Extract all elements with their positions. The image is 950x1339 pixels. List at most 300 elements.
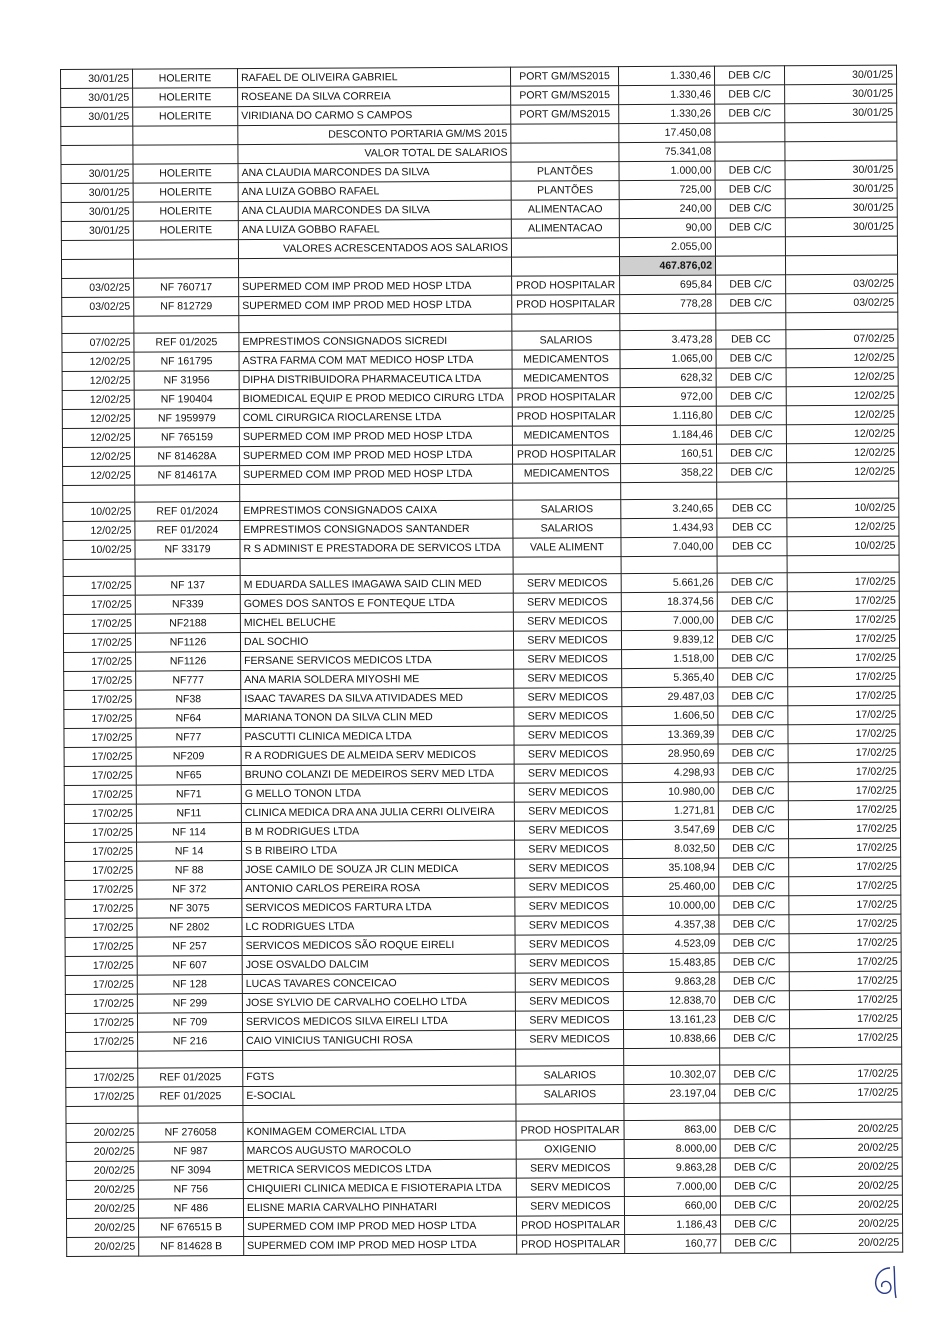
blank-cell <box>243 1049 516 1067</box>
entry-amount: 8.032,50 <box>623 839 719 859</box>
entry-payment-type: DEB C/C <box>715 85 785 104</box>
entry-category: SALARIOS <box>512 331 620 351</box>
entry-payee: JOSE OSVALDO DALCIM <box>242 954 515 974</box>
blank-cell <box>787 555 899 573</box>
entry-payment-type: DEB C/C <box>720 1139 790 1158</box>
entry-date: 30/01/25 <box>61 202 133 221</box>
entry-amount: 7.040,00 <box>621 537 717 557</box>
entry-amount: 4.357,38 <box>623 915 719 935</box>
summary-spacer-date <box>61 126 133 145</box>
entry-amount: 5.661,26 <box>621 573 717 593</box>
entry-payee: ANA LUIZA GOBBO RAFAEL <box>238 219 511 239</box>
entry-amount: 695,84 <box>620 275 716 295</box>
summary-spacer-type <box>715 237 785 256</box>
entry-amount: 18.374,56 <box>621 592 717 612</box>
blank-cell <box>135 485 240 503</box>
entry-amount: 10.000,00 <box>623 896 719 916</box>
entry-category: SERV MEDICOS <box>516 1159 624 1179</box>
ledger-sheet <box>60 65 902 1257</box>
entry-payment-type: DEB C/C <box>716 444 786 463</box>
entry-payment-date: 17/02/25 <box>788 686 900 706</box>
entry-document: NF 33179 <box>135 540 240 560</box>
entry-category: SERV MEDICOS <box>514 688 622 708</box>
entry-payment-type: DEB C/C <box>716 425 786 444</box>
entry-category: SERV MEDICOS <box>516 1197 624 1217</box>
entry-payment-date: 10/02/25 <box>787 536 899 556</box>
entry-category: MEDICAMENTOS <box>512 426 620 446</box>
entry-date: 17/02/25 <box>64 785 136 804</box>
entry-document: NF2188 <box>135 614 240 634</box>
entry-date: 17/02/25 <box>63 614 135 633</box>
entry-amount: 15.483,85 <box>623 953 719 973</box>
entry-document: NF 709 <box>137 1013 242 1033</box>
entry-date: 12/02/25 <box>63 521 135 540</box>
entry-payment-date: 17/02/25 <box>789 876 901 896</box>
entry-amount: 1.184,46 <box>620 425 716 445</box>
entry-date: 17/02/25 <box>65 918 137 937</box>
entry-category: SERV MEDICOS <box>515 859 623 879</box>
blank-cell <box>240 483 513 501</box>
entry-date: 12/02/25 <box>62 371 134 390</box>
entry-payment-type: DEB C/C <box>717 463 787 482</box>
entry-payment-type: DEB C/C <box>716 275 786 294</box>
entry-date: 17/02/25 <box>64 652 136 671</box>
entry-payee: RAFAEL DE OLIVEIRA GABRIEL <box>238 67 511 87</box>
entry-amount: 1.065,00 <box>620 349 716 369</box>
entry-payment-date: 17/02/25 <box>790 1028 902 1048</box>
entry-payment-date: 17/02/25 <box>788 781 900 801</box>
entry-date: 17/02/25 <box>64 690 136 709</box>
entry-date: 17/02/25 <box>65 899 137 918</box>
blank-cell <box>66 1106 138 1123</box>
entry-amount: 240,00 <box>619 199 715 219</box>
entry-document: NF 814617A <box>135 466 240 486</box>
entry-document: NF 276058 <box>138 1123 243 1143</box>
entry-payment-date: 17/02/25 <box>788 724 900 744</box>
entry-document: NF 257 <box>137 937 242 957</box>
summary-spacer-date <box>61 240 133 259</box>
entry-category: SERV MEDICOS <box>513 593 621 613</box>
entry-payee: SERVICOS MEDICOS SILVA EIRELI LTDA <box>242 1011 515 1031</box>
entry-payment-date: 12/02/25 <box>786 443 898 463</box>
entry-date: 30/01/25 <box>61 221 133 240</box>
entry-document: NF77 <box>136 728 241 748</box>
handwritten-initial-mark <box>868 1262 908 1300</box>
summary-amount: 2.055,00 <box>619 237 715 257</box>
entry-amount: 1.330,46 <box>619 85 715 105</box>
entry-payment-type: DEB C/C <box>719 877 789 896</box>
entry-payee: LUCAS TAVARES CONCEICAO <box>242 973 515 993</box>
entry-category: SERV MEDICOS <box>514 669 622 689</box>
summary-spacer-pay <box>785 141 897 161</box>
grand-total-amount: 467.876,02 <box>619 256 715 276</box>
entry-payment-date: 17/02/25 <box>788 819 900 839</box>
entry-payee: SUPERMED COM IMP PROD MED HOSP LTDA <box>244 1235 517 1255</box>
entry-date: 07/02/25 <box>62 333 134 352</box>
entry-payment-date: 17/02/25 <box>789 933 901 953</box>
summary-spacer-pay <box>785 122 897 142</box>
entry-document: NF 114 <box>136 823 241 843</box>
entry-date: 12/02/25 <box>62 390 134 409</box>
entry-amount: 13.369,39 <box>622 725 718 745</box>
entry-payment-type: DEB C/C <box>715 199 785 218</box>
entry-date: 20/02/25 <box>66 1180 138 1199</box>
entry-payment-type: DEB CC <box>717 537 787 556</box>
entry-amount: 3.473,28 <box>620 330 716 350</box>
entry-category: SERV MEDICOS <box>515 954 623 974</box>
total-spacer-pay <box>785 255 897 275</box>
entry-category: SERV MEDICOS <box>516 1030 624 1050</box>
entry-payment-date: 17/02/25 <box>789 857 901 877</box>
entry-payment-date: 03/02/25 <box>786 293 898 313</box>
entry-payee: MARIANA TONON DA SILVA CLIN MED <box>241 707 514 727</box>
blank-cell <box>513 557 621 575</box>
entry-document: NF 137 <box>135 576 240 596</box>
summary-spacer-date <box>61 145 133 164</box>
entry-document: NF 814628A <box>134 447 239 467</box>
entry-document: NF65 <box>136 766 241 786</box>
entry-payee: EMPRESTIMOS CONSIGNADOS SANTANDER <box>240 519 513 539</box>
total-spacer-date <box>61 259 133 278</box>
blank-cell <box>63 559 135 576</box>
entry-category: ALIMENTACAO <box>511 200 619 220</box>
summary-spacer-cat <box>511 124 619 144</box>
entry-date: 17/02/25 <box>64 823 136 842</box>
entry-document: NF 760717 <box>134 278 239 298</box>
entry-category: PROD HOSPITALAR <box>512 295 620 315</box>
entry-date: 20/02/25 <box>67 1218 139 1237</box>
total-spacer-cat <box>511 257 619 277</box>
blank-cell <box>620 313 716 331</box>
entry-amount: 12.838,70 <box>623 991 719 1011</box>
entry-category: PORT GM/MS2015 <box>511 86 619 106</box>
entry-payment-date: 17/02/25 <box>790 1064 902 1084</box>
entry-payee: ANA MARIA SOLDERA MIYOSHI ME <box>241 669 514 689</box>
entry-amount: 660,00 <box>624 1196 720 1216</box>
entry-document: HOLERITE <box>133 221 238 241</box>
entry-payment-date: 17/02/25 <box>789 971 901 991</box>
blank-cell <box>787 481 899 499</box>
entry-payment-date: 17/02/25 <box>789 952 901 972</box>
entry-payee: CLINICA MEDICA DRA ANA JULIA CERRI OLIVEIRA <box>241 802 514 822</box>
entry-category: SALARIOS <box>516 1066 624 1086</box>
entry-payment-date: 10/02/25 <box>787 498 899 518</box>
entry-category: SERV MEDICOS <box>514 707 622 727</box>
entry-payee: JOSE SYLVIO DE CARVALHO COELHO LTDA <box>242 992 515 1012</box>
entry-payment-date: 12/02/25 <box>786 424 898 444</box>
entry-document: REF 01/2025 <box>138 1087 243 1107</box>
entry-document: NF 372 <box>137 880 242 900</box>
entry-date: 17/02/25 <box>64 804 136 823</box>
entry-date: 20/02/25 <box>66 1142 138 1161</box>
entry-payment-date: 17/02/25 <box>788 705 900 725</box>
entry-payment-type: DEB C/C <box>716 387 786 406</box>
entry-category: SERV MEDICOS <box>515 878 623 898</box>
entry-document: NF 128 <box>137 975 242 995</box>
entry-category: SERV MEDICOS <box>515 840 623 860</box>
entry-payment-date: 12/02/25 <box>786 367 898 387</box>
entry-payee: SUPERMED COM IMP PROD MED HOSP LTDA <box>239 426 512 446</box>
entry-document: NF64 <box>136 709 241 729</box>
blank-cell <box>62 316 134 333</box>
entry-payee: ANTONIO CARLOS PEREIRA ROSA <box>242 878 515 898</box>
blank-cell <box>717 482 787 499</box>
summary-label: VALORES ACRESCENTADOS AOS SALARIOS <box>238 238 511 258</box>
entry-amount: 1.434,93 <box>621 518 717 538</box>
entry-payee: KONIMAGEM COMERCIAL LTDA <box>243 1121 516 1141</box>
entry-date: 12/02/25 <box>62 428 134 447</box>
entry-category: PLANTÕES <box>511 181 619 201</box>
summary-spacer-cat <box>511 238 619 258</box>
blank-cell <box>134 316 239 334</box>
blank-cell <box>621 556 717 574</box>
entry-payment-date: 20/02/25 <box>790 1195 902 1215</box>
entry-payment-type: DEB C/C <box>719 896 789 915</box>
entry-payee: BRUNO COLANZI DE MEDEIROS SERV MED LTDA <box>241 764 514 784</box>
entry-payment-date: 12/02/25 <box>786 405 898 425</box>
entry-date: 17/02/25 <box>63 576 135 595</box>
entry-category: OXIGENIO <box>516 1140 624 1160</box>
entry-category: PROD HOSPITALAR <box>512 445 620 465</box>
entry-date: 03/02/25 <box>62 297 134 316</box>
entry-date: 17/02/25 <box>65 880 137 899</box>
entry-document: HOLERITE <box>133 202 238 222</box>
entry-category: SALARIOS <box>513 500 621 520</box>
summary-spacer-doc <box>133 126 238 146</box>
entry-payment-date: 20/02/25 <box>791 1233 903 1253</box>
entry-document: NF 765159 <box>134 428 239 448</box>
entry-category: PORT GM/MS2015 <box>510 67 618 87</box>
blank-cell <box>138 1106 243 1124</box>
entry-category: SERV MEDICOS <box>515 916 623 936</box>
entry-category: PROD HOSPITALAR <box>517 1235 625 1255</box>
entry-payment-date: 17/02/25 <box>789 914 901 934</box>
entry-payment-date: 20/02/25 <box>791 1214 903 1234</box>
entry-document: NF 987 <box>138 1142 243 1162</box>
entry-payment-date: 17/02/25 <box>788 800 900 820</box>
entry-payment-date: 30/01/25 <box>785 198 897 218</box>
entry-document: NF 216 <box>138 1032 243 1052</box>
entry-date: 17/02/25 <box>66 1032 138 1051</box>
summary-amount: 17.450,08 <box>619 123 715 143</box>
entry-payment-date: 17/02/25 <box>787 591 899 611</box>
entry-category: SERV MEDICOS <box>514 783 622 803</box>
entry-payee: R A RODRIGUES DE ALMEIDA SERV MEDICOS <box>241 745 514 765</box>
entry-date: 12/02/25 <box>62 409 134 428</box>
entry-payment-date: 17/02/25 <box>789 1009 901 1029</box>
entry-amount: 90,00 <box>619 218 715 238</box>
entry-payment-type: DEB C/C <box>720 1120 790 1139</box>
entry-category: SERV MEDICOS <box>513 631 621 651</box>
entry-payee: SUPERMED COM IMP PROD MED HOSP LTDA <box>239 445 512 465</box>
entry-date: 30/01/25 <box>61 69 133 88</box>
entry-category: MEDICAMENTOS <box>513 464 621 484</box>
entry-payee: MICHEL BELUCHE <box>240 612 513 632</box>
entry-document: NF 486 <box>138 1199 243 1219</box>
blank-cell <box>243 1104 516 1122</box>
entry-payment-type: DEB C/C <box>718 687 788 706</box>
entry-date: 17/02/25 <box>63 633 135 652</box>
entry-payment-date: 17/02/25 <box>789 895 901 915</box>
entry-document: NF38 <box>136 690 241 710</box>
total-spacer-doc <box>133 259 238 279</box>
entry-amount: 863,00 <box>624 1120 720 1140</box>
entry-date: 20/02/25 <box>66 1123 138 1142</box>
entry-category: MEDICAMENTOS <box>512 350 620 370</box>
entry-date: 30/01/25 <box>61 107 133 126</box>
entry-payment-type: DEB C/C <box>716 294 786 313</box>
blank-cell <box>138 1051 243 1069</box>
summary-spacer-pay <box>785 236 897 256</box>
entry-amount: 35.108,94 <box>623 858 719 878</box>
entry-payment-type: DEB C/C <box>719 934 789 953</box>
entry-document: NF 14 <box>137 842 242 862</box>
entry-payee: SERVICOS MEDICOS FARTURA LTDA <box>242 897 515 917</box>
summary-spacer-type <box>715 123 785 142</box>
entry-document: NF71 <box>136 785 241 805</box>
entry-document: HOLERITE <box>133 183 238 203</box>
entry-payment-date: 03/02/25 <box>786 274 898 294</box>
entry-amount: 628,32 <box>620 368 716 388</box>
entry-payee: SERVICOS MEDICOS SÃO ROQUE EIRELI <box>242 935 515 955</box>
entry-payment-type: DEB C/C <box>716 406 786 425</box>
entry-payment-type: DEB C/C <box>718 744 788 763</box>
entry-date: 30/01/25 <box>61 164 133 183</box>
entry-date: 17/02/25 <box>66 1087 138 1106</box>
summary-amount: 75.341,08 <box>619 142 715 162</box>
entry-document: NF 756 <box>138 1180 243 1200</box>
entry-payment-type: DEB C/C <box>720 1177 790 1196</box>
entry-amount: 3.547,69 <box>622 820 718 840</box>
entry-date: 12/02/25 <box>62 447 134 466</box>
entry-category: SERV MEDICOS <box>514 802 622 822</box>
summary-label: DESCONTO PORTARIA GM/MS 2015 <box>238 124 511 144</box>
entry-document: NF 814628 B <box>139 1237 244 1257</box>
entry-payment-type: DEB C/C <box>718 649 788 668</box>
entry-document: NF1126 <box>135 633 240 653</box>
entry-document: NF 676515 B <box>139 1218 244 1238</box>
entry-payment-date: 17/02/25 <box>787 629 899 649</box>
blank-cell <box>240 557 513 575</box>
entry-payee: B M RODRIGUES LTDA <box>241 821 514 841</box>
entry-document: NF 3094 <box>138 1161 243 1181</box>
entry-date: 03/02/25 <box>62 278 134 297</box>
entry-payment-type: DEB C/C <box>718 782 788 801</box>
entry-document: NF 3075 <box>137 899 242 919</box>
entry-payee: R S ADMINIST E PRESTADORA DE SERVICOS LTDA <box>240 538 513 558</box>
entry-date: 20/02/25 <box>67 1237 139 1256</box>
entry-category: SERV MEDICOS <box>515 897 623 917</box>
entry-category: SERV MEDICOS <box>515 992 623 1012</box>
entry-document: NF339 <box>135 595 240 615</box>
entry-payment-type: DEB C/C <box>717 611 787 630</box>
blank-cell <box>716 313 786 330</box>
entry-category: SERV MEDICOS <box>513 574 621 594</box>
entry-category: VALE ALIMENT <box>513 538 621 558</box>
entry-payment-date: 30/01/25 <box>785 84 897 104</box>
entry-date: 17/02/25 <box>65 861 137 880</box>
entry-payment-type: DEB C/C <box>715 104 785 123</box>
entry-payee: PASCUTTI CLINICA MEDICA LTDA <box>241 726 514 746</box>
entry-document: REF 01/2025 <box>138 1068 243 1088</box>
entry-payment-date: 12/02/25 <box>786 386 898 406</box>
blank-cell <box>790 1047 902 1065</box>
entry-category: SERV MEDICOS <box>514 726 622 746</box>
entry-payment-type: DEB C/C <box>719 953 789 972</box>
entry-amount: 1.000,00 <box>619 161 715 181</box>
entry-payment-date: 20/02/25 <box>790 1157 902 1177</box>
entry-payee: ANA CLAUDIA MARCONDES DA SILVA <box>238 200 511 220</box>
entry-payment-type: DEB C/C <box>721 1234 791 1253</box>
entry-payee: ANA CLAUDIA MARCONDES DA SILVA <box>238 162 511 182</box>
entry-date: 17/02/25 <box>64 766 136 785</box>
entry-category: SERV MEDICOS <box>514 821 622 841</box>
entry-payee: SUPERMED COM IMP PROD MED HOSP LTDA <box>240 464 513 484</box>
entry-amount: 10.302,07 <box>624 1065 720 1085</box>
entry-amount: 10.980,00 <box>622 782 718 802</box>
entry-document: NF 607 <box>137 956 242 976</box>
entry-payment-type: DEB C/C <box>715 218 785 237</box>
entry-date: 20/02/25 <box>66 1199 138 1218</box>
entry-payee: ROSEANE DA SILVA CORREIA <box>238 86 511 106</box>
entry-category: PROD HOSPITALAR <box>517 1216 625 1236</box>
entry-payee: ANA LUIZA GOBBO RAFAEL <box>238 181 511 201</box>
entry-document: HOLERITE <box>133 69 238 89</box>
entry-amount: 1.271,81 <box>622 801 718 821</box>
entry-payment-type: DEB C/C <box>718 801 788 820</box>
entry-category: SERV MEDICOS <box>515 1011 623 1031</box>
entry-document: HOLERITE <box>133 107 238 127</box>
summary-spacer-cat <box>511 143 619 163</box>
entry-payment-date: 17/02/25 <box>789 838 901 858</box>
entry-payment-date: 12/02/25 <box>786 348 898 368</box>
entry-payment-date: 17/02/25 <box>788 667 900 687</box>
entry-amount: 358,22 <box>621 463 717 483</box>
entry-payee: FERSANE SERVICOS MEDICOS LTDA <box>241 650 514 670</box>
entry-payment-date: 17/02/25 <box>788 762 900 782</box>
entry-category: SERV MEDICOS <box>514 650 622 670</box>
entry-payment-type: DEB C/C <box>719 972 789 991</box>
entry-payment-type: DEB C/C <box>717 630 787 649</box>
entry-payment-date: 30/01/25 <box>785 179 897 199</box>
entry-payment-type: DEB C/C <box>718 820 788 839</box>
blank-cell <box>621 482 717 500</box>
entry-payment-type: DEB C/C <box>719 1010 789 1029</box>
entry-amount: 8.000,00 <box>624 1139 720 1159</box>
entry-date: 17/02/25 <box>65 975 137 994</box>
entry-amount: 9.839,12 <box>621 630 717 650</box>
entry-date: 17/02/25 <box>65 994 137 1013</box>
entry-date: 10/02/25 <box>63 540 135 559</box>
blank-cell <box>786 312 898 330</box>
entry-document: NF 190404 <box>134 390 239 410</box>
entry-payment-date: 17/02/25 <box>788 648 900 668</box>
entry-payee: G MELLO TONON LTDA <box>241 783 514 803</box>
entry-document: REF 01/2025 <box>134 333 239 353</box>
entry-amount: 1.186,43 <box>625 1215 721 1235</box>
entry-payee: SUPERMED COM IMP PROD MED HOSP LTDA <box>244 1216 517 1236</box>
entry-amount: 23.197,04 <box>624 1084 720 1104</box>
entry-document: NF 161795 <box>134 352 239 372</box>
entry-payee: SUPERMED COM IMP PROD MED HOSP LTDA <box>239 295 512 315</box>
ledger-body <box>61 65 903 1256</box>
entry-amount: 972,00 <box>620 387 716 407</box>
entry-document: NF 812729 <box>134 297 239 317</box>
entry-date: 30/01/25 <box>61 183 133 202</box>
entry-category: PROD HOSPITALAR <box>512 276 620 296</box>
entry-payee: M EDUARDA SALLES IMAGAWA SAID CLIN MED <box>240 574 513 594</box>
entry-category: PLANTÕES <box>511 162 619 182</box>
